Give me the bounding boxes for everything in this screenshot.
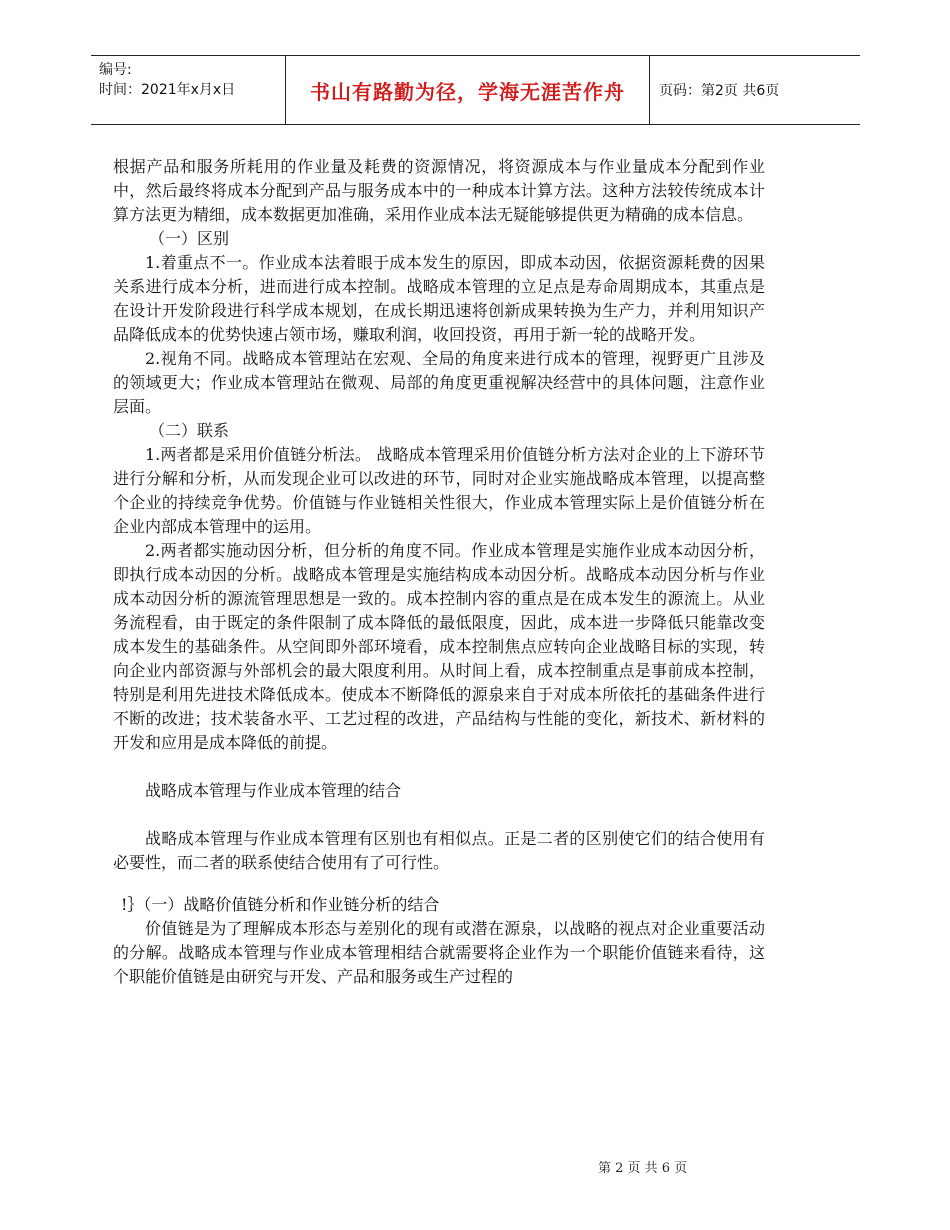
heading-connections: （二）联系 [149, 421, 230, 440]
paragraph: 战略成本管理与作业成本管理有区别也有相似点。正是二者的区别使它们的结合使用有必要性，而二者的联系使结合使用有了可行性。 [113, 829, 765, 872]
footer-page-number: 第 2 页 共 6 页 [598, 1161, 688, 1176]
document-body [113, 155, 765, 989]
paragraph: 1.着重点不一。作业成本法着眼于成本发生的原因，即成本动因，依据资源耗费的因果关系进行成本分析，进而进行成本控制。战略成本管理的立足点是寿命周期成本，其重点是在设计开发阶段进行科学成本规划，在成长期迅速将创新成果转换为生产力，并利用知识产品降低成本的优势快速占领市场，赚取利润，收回投资，再用于新一轮的战略开发。 [113, 253, 765, 344]
header-motto: 书山有路勤为径，学海无涯苦作舟 [310, 79, 625, 104]
serial-number-label: 编号: [99, 62, 132, 78]
paragraph: 2.视角不同。战略成本管理站在宏观、全局的角度来进行成本的管理，视野更广且涉及的领域更大；作业成本管理站在微观、局部的角度更重视解决经营中的具体问题，注意作业层面。 [113, 349, 765, 416]
document-header [91, 55, 860, 125]
paragraph: 根据产品和服务所耗用的作业量及耗费的资源情况，将资源成本与作业量成本分配到作业中，然后最终将成本分配到产品与服务成本中的一种成本计算方法。这种方法较传统成本计算方法更为精细，成本数据更加准确，采用作业成本法无疑能够提供更为精确的成本信息。 [113, 157, 765, 224]
spacer [113, 803, 765, 827]
date-label: 时间：2021年x月x日 [99, 82, 236, 98]
heading-value-chain: !｝（一）战略价值链分析和作业链分析的结合 [121, 895, 440, 914]
heading-differences: （一）区别 [149, 229, 230, 248]
section-title: 战略成本管理与作业成本管理的结合 [145, 781, 402, 800]
header-page-info: 页码：第2页 共6页 [659, 83, 780, 99]
spacer [113, 875, 765, 893]
paragraph: 1.两者都是采用价值链分析法。 战略成本管理采用价值链分析方法对企业的上下游环节进行分解和分析，从而发现企业可以改进的环节，同时对企业实施战略成本管理，以提高整个企业的持续竞争优势。价值链与作业链相关性很大，作业成本管理实际上是价值链分析在企业内部成本管理中的运用。 [113, 445, 765, 536]
header-divider [649, 56, 650, 124]
spacer [113, 755, 765, 779]
paragraph: 2.两者都实施动因分析，但分析的角度不同。作业成本管理是实施作业成本动因分析，即执行成本动因的分析。战略成本管理是实施结构成本动因分析。战略成本动因分析与作业成本动因分析的源流管理思想是一致的。成本控制内容的重点是在成本发生的源流上。从业务流程看，由于既定的条件限制了成本降低的最低限度，因此，成本进一步降低只能靠改变成本发生的基础条件。从空间即外部环境看，成本控制焦点应转向企业战略目标的实现，转向企业内部资源与外部机会的最大限度利用。从时间上看，成本控制重点是事前成本控制，特别是利用先进技术降低成本。使成本不断降低的源泉来自于对成本所依托的基础条件进行不断的改进；技术装备水平、工艺过程的改进，产品结构与性能的变化，新技术、新材料的开发和应用是成本降低的前提。 [113, 541, 765, 752]
paragraph: 价值链是为了理解成本形态与差别化的现有或潜在源泉，以战略的视点对企业重要活动的分解。战略成本管理与作业成本管理相结合就需要将企业作为一个职能价值链来看待，这个职能价值链是由研究与开发、产品和服务或生产过程的 [113, 919, 765, 986]
header-meta [99, 60, 283, 100]
